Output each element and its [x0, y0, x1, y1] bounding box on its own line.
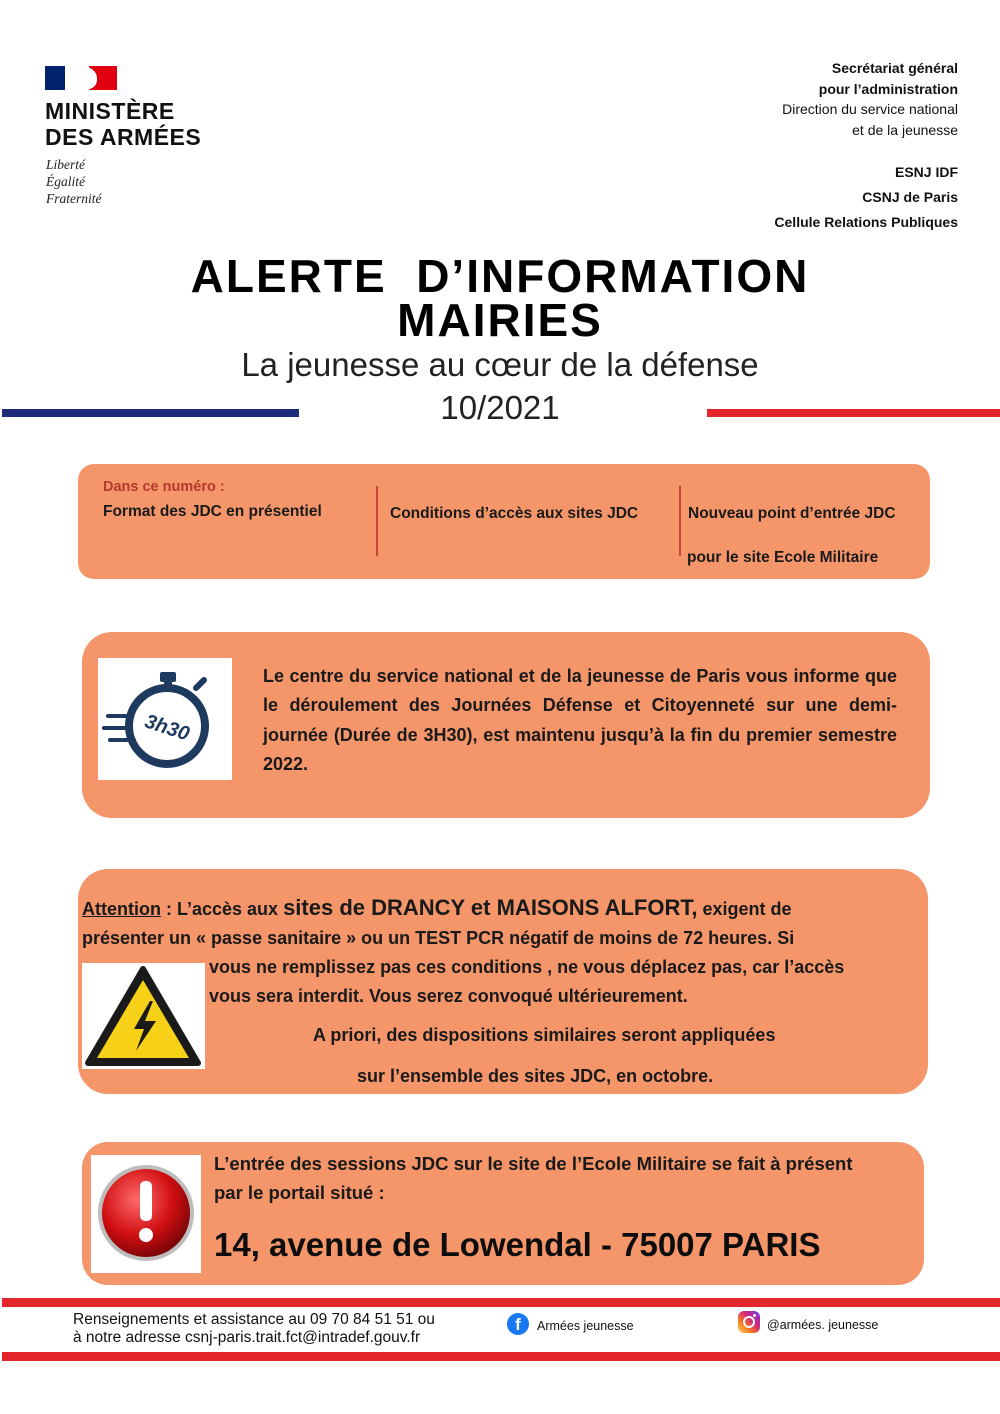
exclamation-icon [91, 1155, 201, 1273]
entry-line-2: par le portail situé : [214, 1182, 385, 1203]
header-line-2: pour l’administration [818, 80, 958, 97]
entry-address: 14, avenue de Lowendal - 75007 PARIS [214, 1226, 821, 1263]
access-line-1 [82, 895, 791, 921]
footer-bottom-bar [2, 1352, 1000, 1361]
attention-label: Attention [82, 899, 161, 919]
instagram-label[interactable]: @armées. jeunesse [767, 1318, 879, 1332]
jdc-format-text: Le centre du service national et de la jeunesse de Paris vous informe que le déroulement des Journées Défense et Citoyenneté sur une demi-journée (Durée de 3H30), est maintenu jusqu’à la fin du premier semestre 2022. [263, 666, 897, 774]
access-line-4: vous sera interdit. Vous serez convoqué ultérieurement. [209, 986, 688, 1006]
toc-item-conditions: Conditions d’accès aux sites JDC [390, 505, 639, 522]
entry-line-1: L’entrée des sessions JDC sur le site de l’Ecole Militaire se fait à présent [214, 1153, 853, 1174]
access-line-2: présenter un « passe sanitaire » ou un TEST PCR négatif de moins de 72 heures. Si [82, 928, 795, 948]
footer-top-bar [2, 1298, 1000, 1307]
toc-heading: Dans ce numéro : [103, 479, 225, 495]
page-subtitle: La jeunesse au cœur de la défense [241, 346, 759, 383]
header-line-5: ESNJ IDF [894, 164, 958, 180]
header-line-1: Secrétariat général [831, 60, 958, 76]
stopwatch-icon [98, 658, 232, 780]
svg-text:3h30: 3h30 [141, 710, 193, 746]
access-line-5: A priori, des dispositions similaires seront appliquées [313, 1025, 776, 1045]
header-line-4: et de la jeunesse [852, 121, 958, 138]
ministry-name-line1: MINISTÈRE [45, 98, 175, 124]
footer-phone-line: Renseignements et assistance au 09 70 84 51 51 ou [73, 1311, 435, 1328]
access-line-6: sur l’ensemble des sites JDC, en octobre. [357, 1066, 714, 1086]
instagram-icon[interactable] [738, 1311, 760, 1333]
header-line-7: Cellule Relations Publiques [774, 214, 958, 230]
facebook-icon[interactable]: f [507, 1313, 529, 1335]
marianne-logo-icon [45, 66, 117, 90]
toc-item-format: Format des JDC en présentiel [103, 503, 322, 520]
toc-separator [376, 486, 378, 556]
toc-item-entry-point: Nouveau point d’entrée JDC [688, 505, 896, 522]
facebook-label[interactable]: Armées jeunesse [537, 1319, 634, 1333]
access-line-3: vous ne remplissez pas ces conditions , ne vous déplacez pas, car l’accès [209, 957, 845, 977]
access-sites-highlight: sites de DRANCY et MAISONS ALFORT, [283, 895, 698, 920]
header-line-6: CSNJ de Paris [862, 189, 958, 205]
toc-separator [679, 486, 681, 556]
motto-liberte: Liberté [46, 157, 85, 172]
page-title-line1: ALERTE D’INFORMATION [190, 250, 810, 302]
warning-electric-icon [82, 963, 205, 1069]
page-title-line2: MAIRIES [397, 294, 603, 346]
issue-date: 10/2021 [440, 389, 560, 426]
motto-fraternite: Fraternité [46, 191, 102, 206]
access-line-1-post: exigent de [697, 899, 792, 919]
toc-item-entry-point-site: pour le site Ecole Militaire [687, 549, 879, 566]
footer-email-line[interactable]: à notre adresse csnj-paris.trait.fct@intradef.gouv.fr [73, 1329, 421, 1346]
republic-motto [46, 156, 102, 207]
ministry-name [45, 98, 201, 150]
access-line-1-pre: : L’accès aux [160, 899, 284, 919]
motto-egalite: Égalité [46, 174, 85, 189]
header-line-3: Direction du service national [782, 101, 958, 117]
red-divider [707, 409, 1000, 417]
blue-divider [2, 409, 299, 417]
ministry-name-line2: DES ARMÉES [45, 124, 202, 150]
sender-header [774, 58, 958, 235]
